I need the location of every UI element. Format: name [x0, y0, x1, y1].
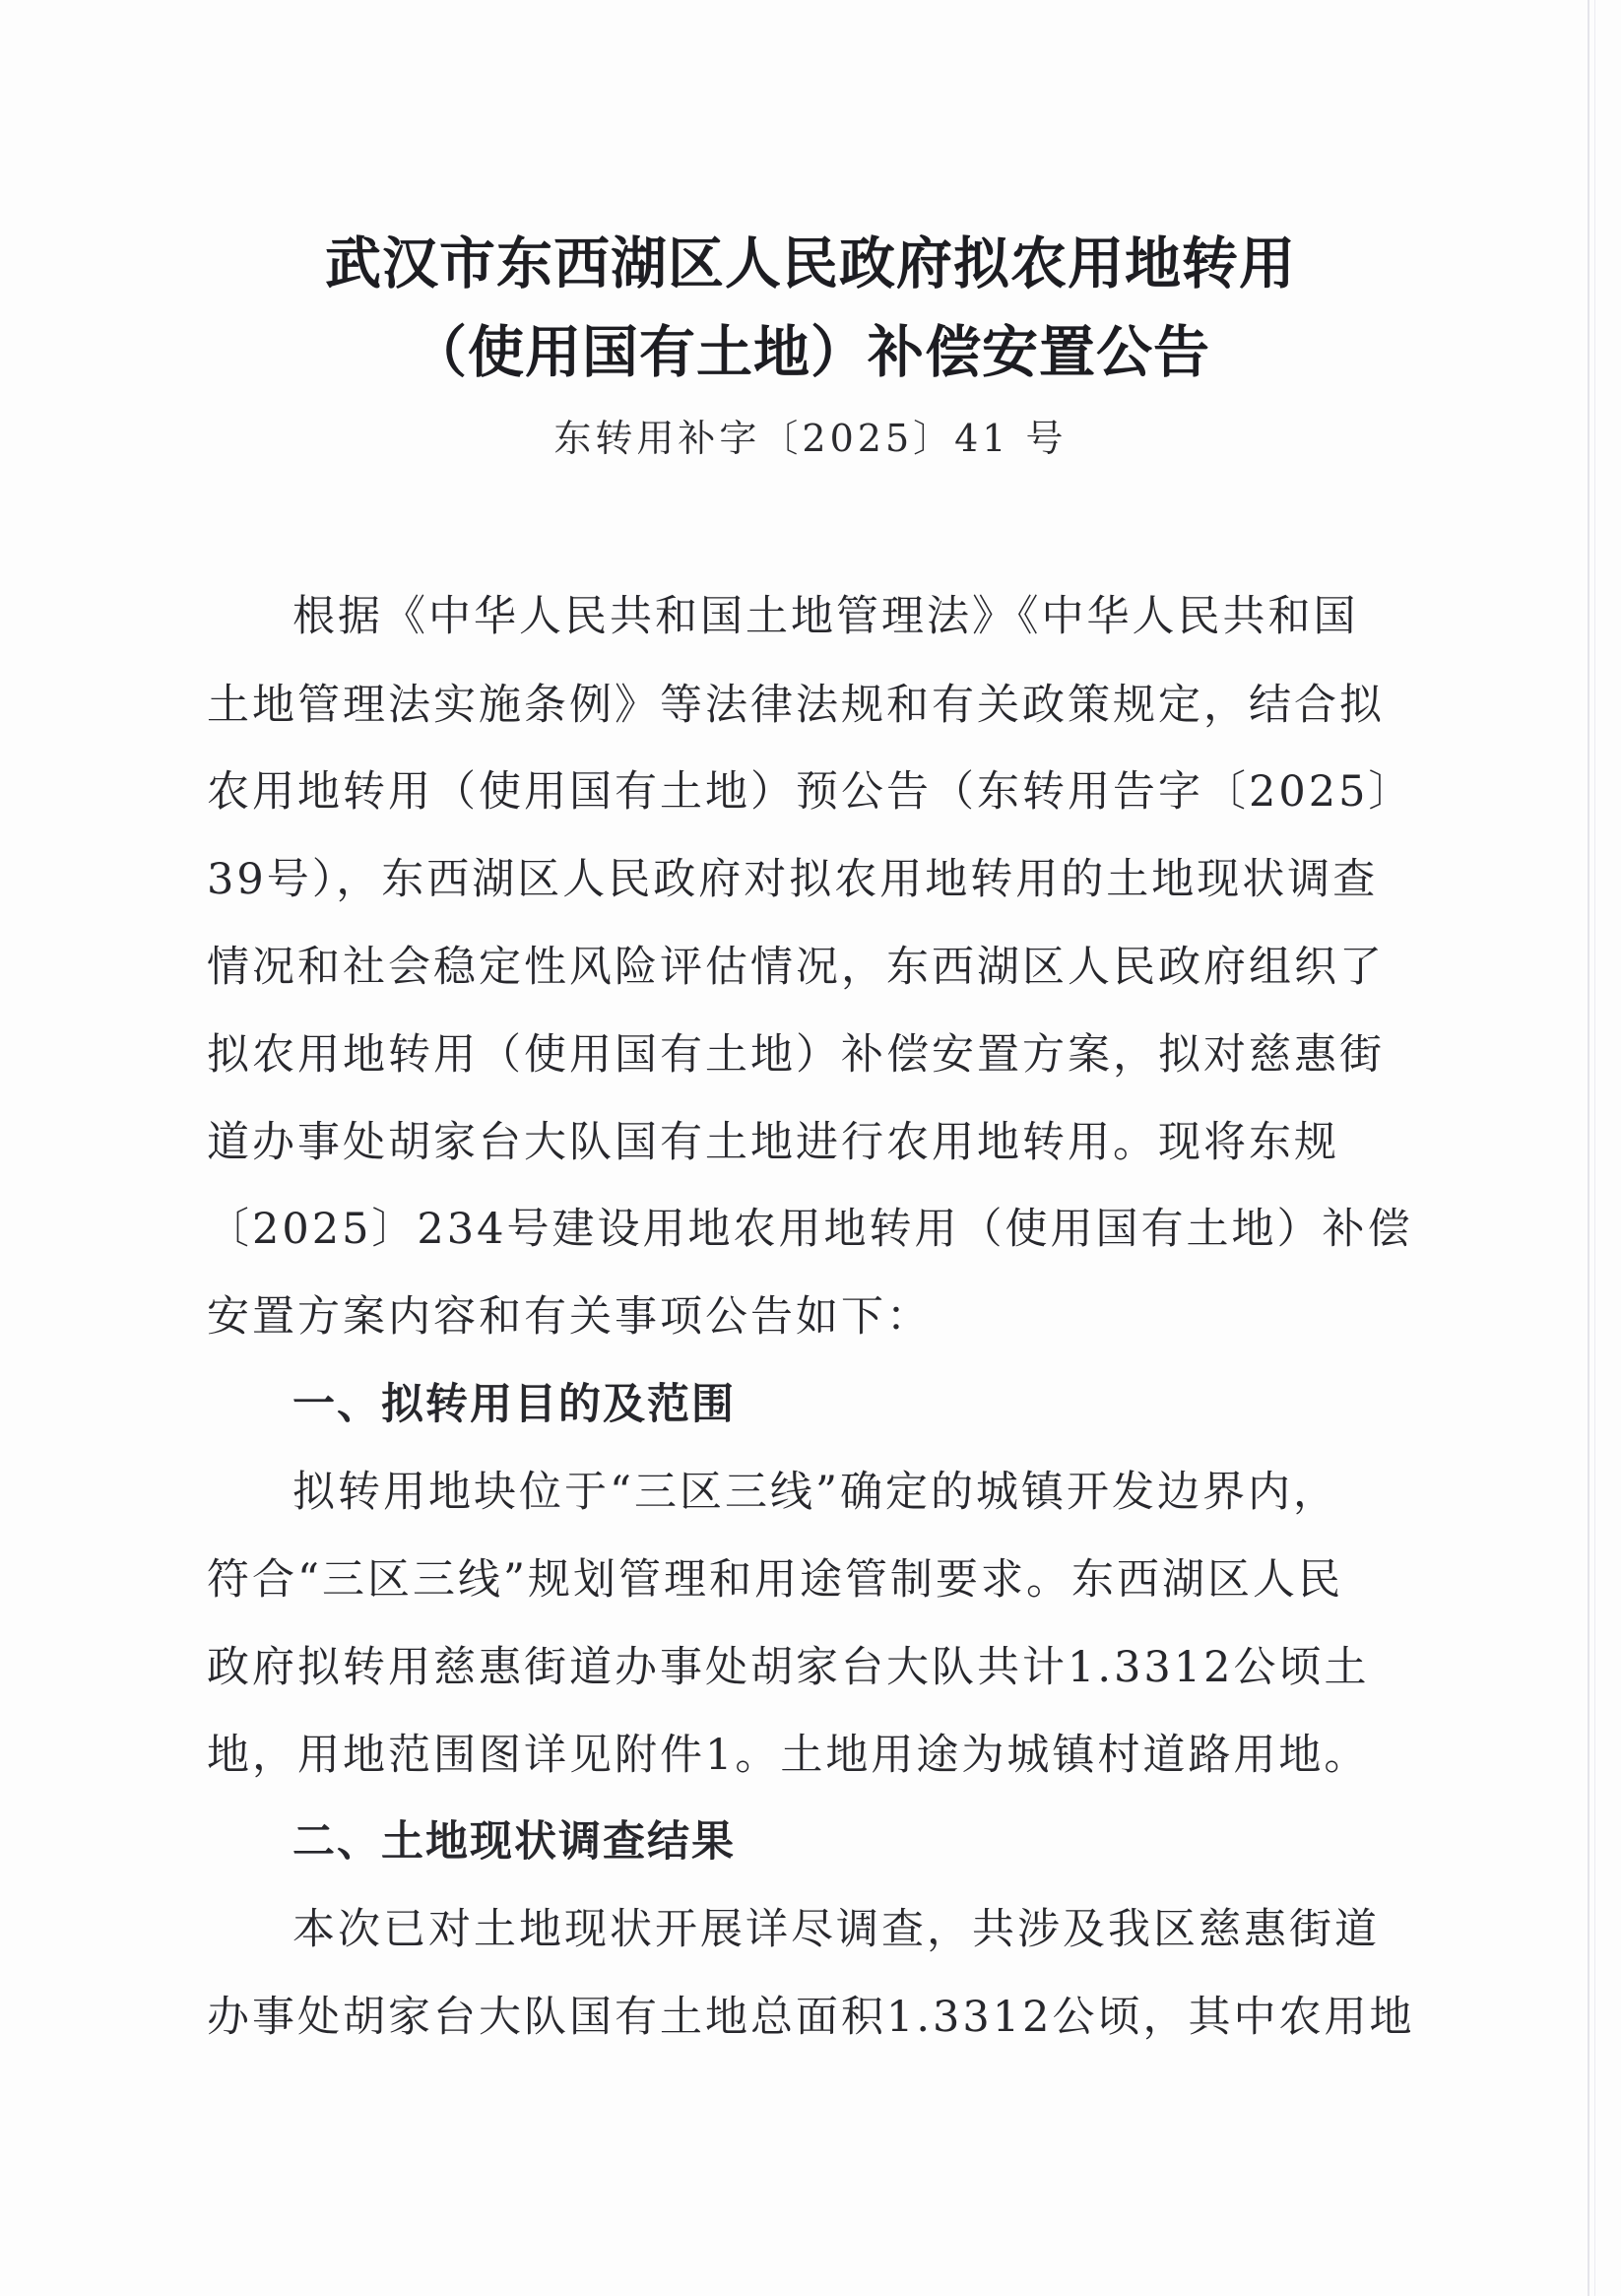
- intro-line-5: 情况和社会稳定性风险评估情况，东西湖区人民政府组织了: [207, 943, 1385, 992]
- intro-line-9: 安置方案内容和有关事项公告如下：: [207, 1292, 932, 1342]
- document-number: 东转用补字〔2025〕41 号: [553, 417, 1068, 460]
- intro-line-7: 道办事处胡家台大队国有土地进行农用地转用。现将东规: [207, 1118, 1339, 1167]
- section-1-line-1: 拟转用地块位于“三区三线”确定的城镇开发边界内，: [292, 1468, 1338, 1517]
- section-2-line-2: 办事处胡家台大队国有土地总面积1.3312公顷，其中农用地: [207, 1993, 1415, 2042]
- section-1-heading: 一、拟转用目的及范围: [292, 1380, 736, 1429]
- intro-line-8: 〔2025〕234号建设用地农用地转用（使用国有土地）补偿: [207, 1205, 1413, 1254]
- document-title-line-1: 武汉市东西湖区人民政府拟农用地转用: [325, 231, 1296, 296]
- section-1-line-4: 地，用地范围图详见附件1。土地用途为城镇村道路用地。: [207, 1731, 1370, 1780]
- section-1-line-2: 符合“三区三线”规划管理和用途管制要求。东西湖区人民: [207, 1555, 1343, 1605]
- intro-line-4: 39号），东西湖区人民政府对拟农用地转用的土地现状调查: [207, 855, 1379, 904]
- section-1-line-3: 政府拟转用慈惠街道办事处胡家台大队共计1.3312公顷土: [207, 1643, 1370, 1692]
- intro-line-1: 根据《中华人民共和国土地管理法》《中华人民共和国: [292, 592, 1359, 641]
- intro-line-2: 土地管理法实施条例》等法律法规和有关政策规定，结合拟: [207, 681, 1385, 730]
- section-2-heading: 二、土地现状调查结果: [292, 1817, 736, 1867]
- section-2-line-1: 本次已对土地现状开展详尽调查，共涉及我区慈惠街道: [292, 1905, 1380, 1954]
- intro-line-6: 拟农用地转用（使用国有土地）补偿安置方案，拟对慈惠街: [207, 1030, 1385, 1080]
- document-title-line-2: （使用国有土地）补偿安置公告: [411, 320, 1210, 385]
- intro-line-3: 农用地转用（使用国有土地）预公告（东转用告字〔2025〕: [207, 767, 1414, 817]
